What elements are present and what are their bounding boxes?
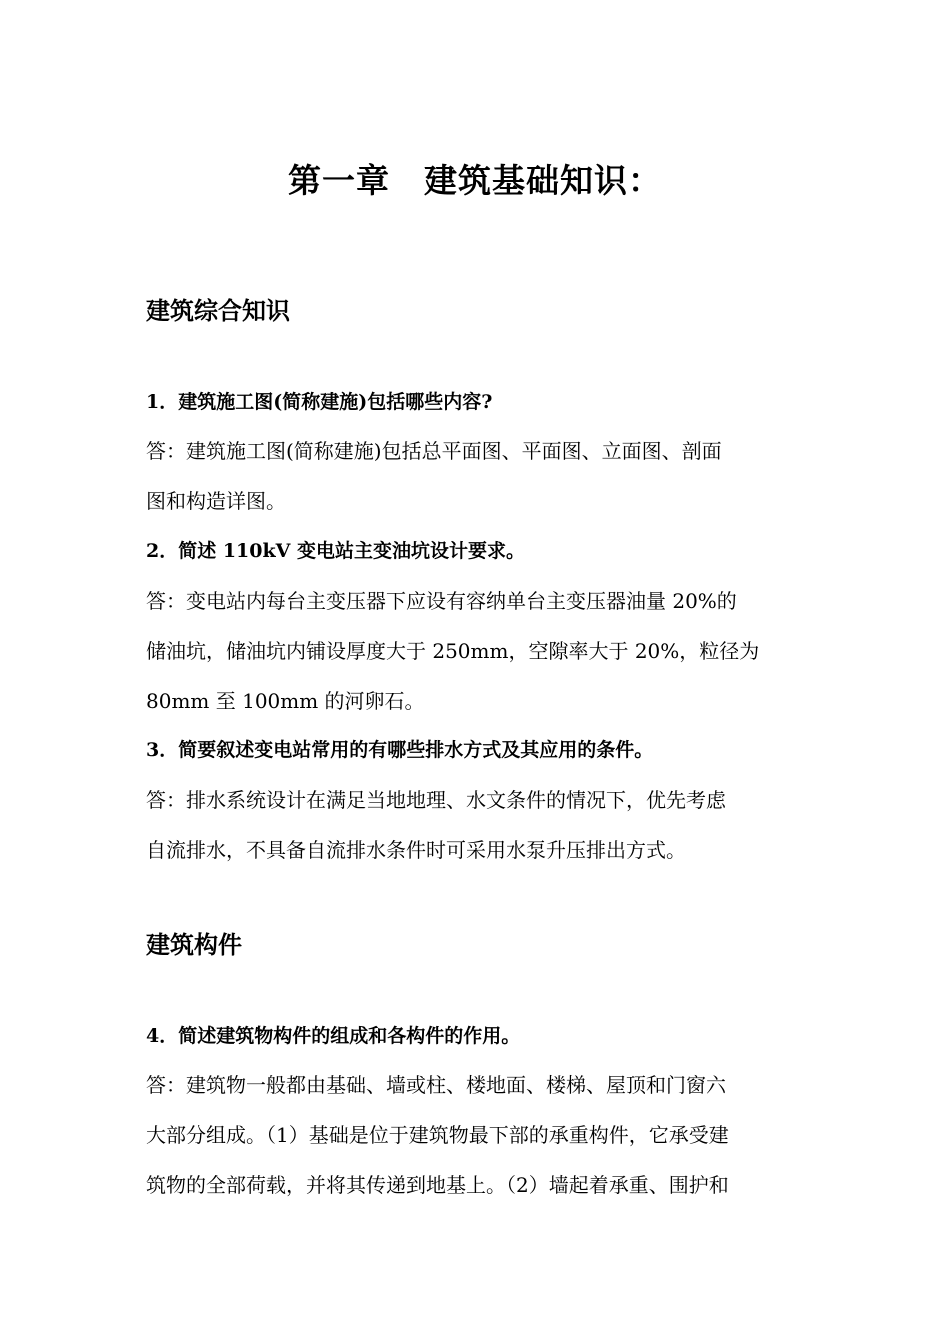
answer-2 xyxy=(146,576,810,726)
answer-4-line-1: 答：建筑物一般都由基础、墙或柱、楼地面、楼梯、屋顶和门窗六 xyxy=(146,1073,726,1097)
answer-4-line-2: 大部分组成。（1）基础是位于建筑物最下部的承重构件，它承受建 xyxy=(146,1123,729,1147)
answer-2-line-3: 80mm 至 100mm 的河卵石。 xyxy=(146,689,425,713)
answer-3-line-2: 自流排水，不具备自流排水条件时可采用水泵升压排出方式。 xyxy=(146,838,686,862)
answer-3-line-1: 答：排水系统设计在满足当地地理、水文条件的情况下，优先考虑 xyxy=(146,788,726,812)
answer-1-line-1: 答：建筑施工图(简称建施)包括总平面图、平面图、立面图、剖面 xyxy=(146,439,722,463)
answer-1-line-2: 图和构造详图。 xyxy=(146,489,286,513)
answer-4 xyxy=(146,1060,810,1210)
question-4: 4．简述建筑物构件的组成和各构件的作用。 xyxy=(146,1025,521,1047)
question-2: 2．简述 110kV 变电站主变油坑设计要求。 xyxy=(146,540,526,562)
question-3: 3．简要叙述变电站常用的有哪些排水方式及其应用的条件。 xyxy=(146,739,654,761)
answer-1 xyxy=(146,426,810,526)
section-heading-building-components: 建筑构件 xyxy=(146,930,242,959)
answer-3 xyxy=(146,775,810,875)
answer-4-line-3: 筑物的全部荷载，并将其传递到地基上。（2）墙起着承重、围护和 xyxy=(146,1173,729,1197)
chapter-title: 第一章 建筑基础知识： xyxy=(288,161,662,200)
section-heading-general-knowledge: 建筑综合知识 xyxy=(146,296,290,325)
question-1: 1．建筑施工图(简称建施)包括哪些内容? xyxy=(146,391,493,413)
answer-2-line-1: 答：变电站内每台主变压器下应设有容纳单台主变压器油量 20%的 xyxy=(146,589,737,613)
answer-2-line-2: 储油坑，储油坑内铺设厚度大于 250mm，空隙率大于 20%，粒径为 xyxy=(146,639,760,663)
